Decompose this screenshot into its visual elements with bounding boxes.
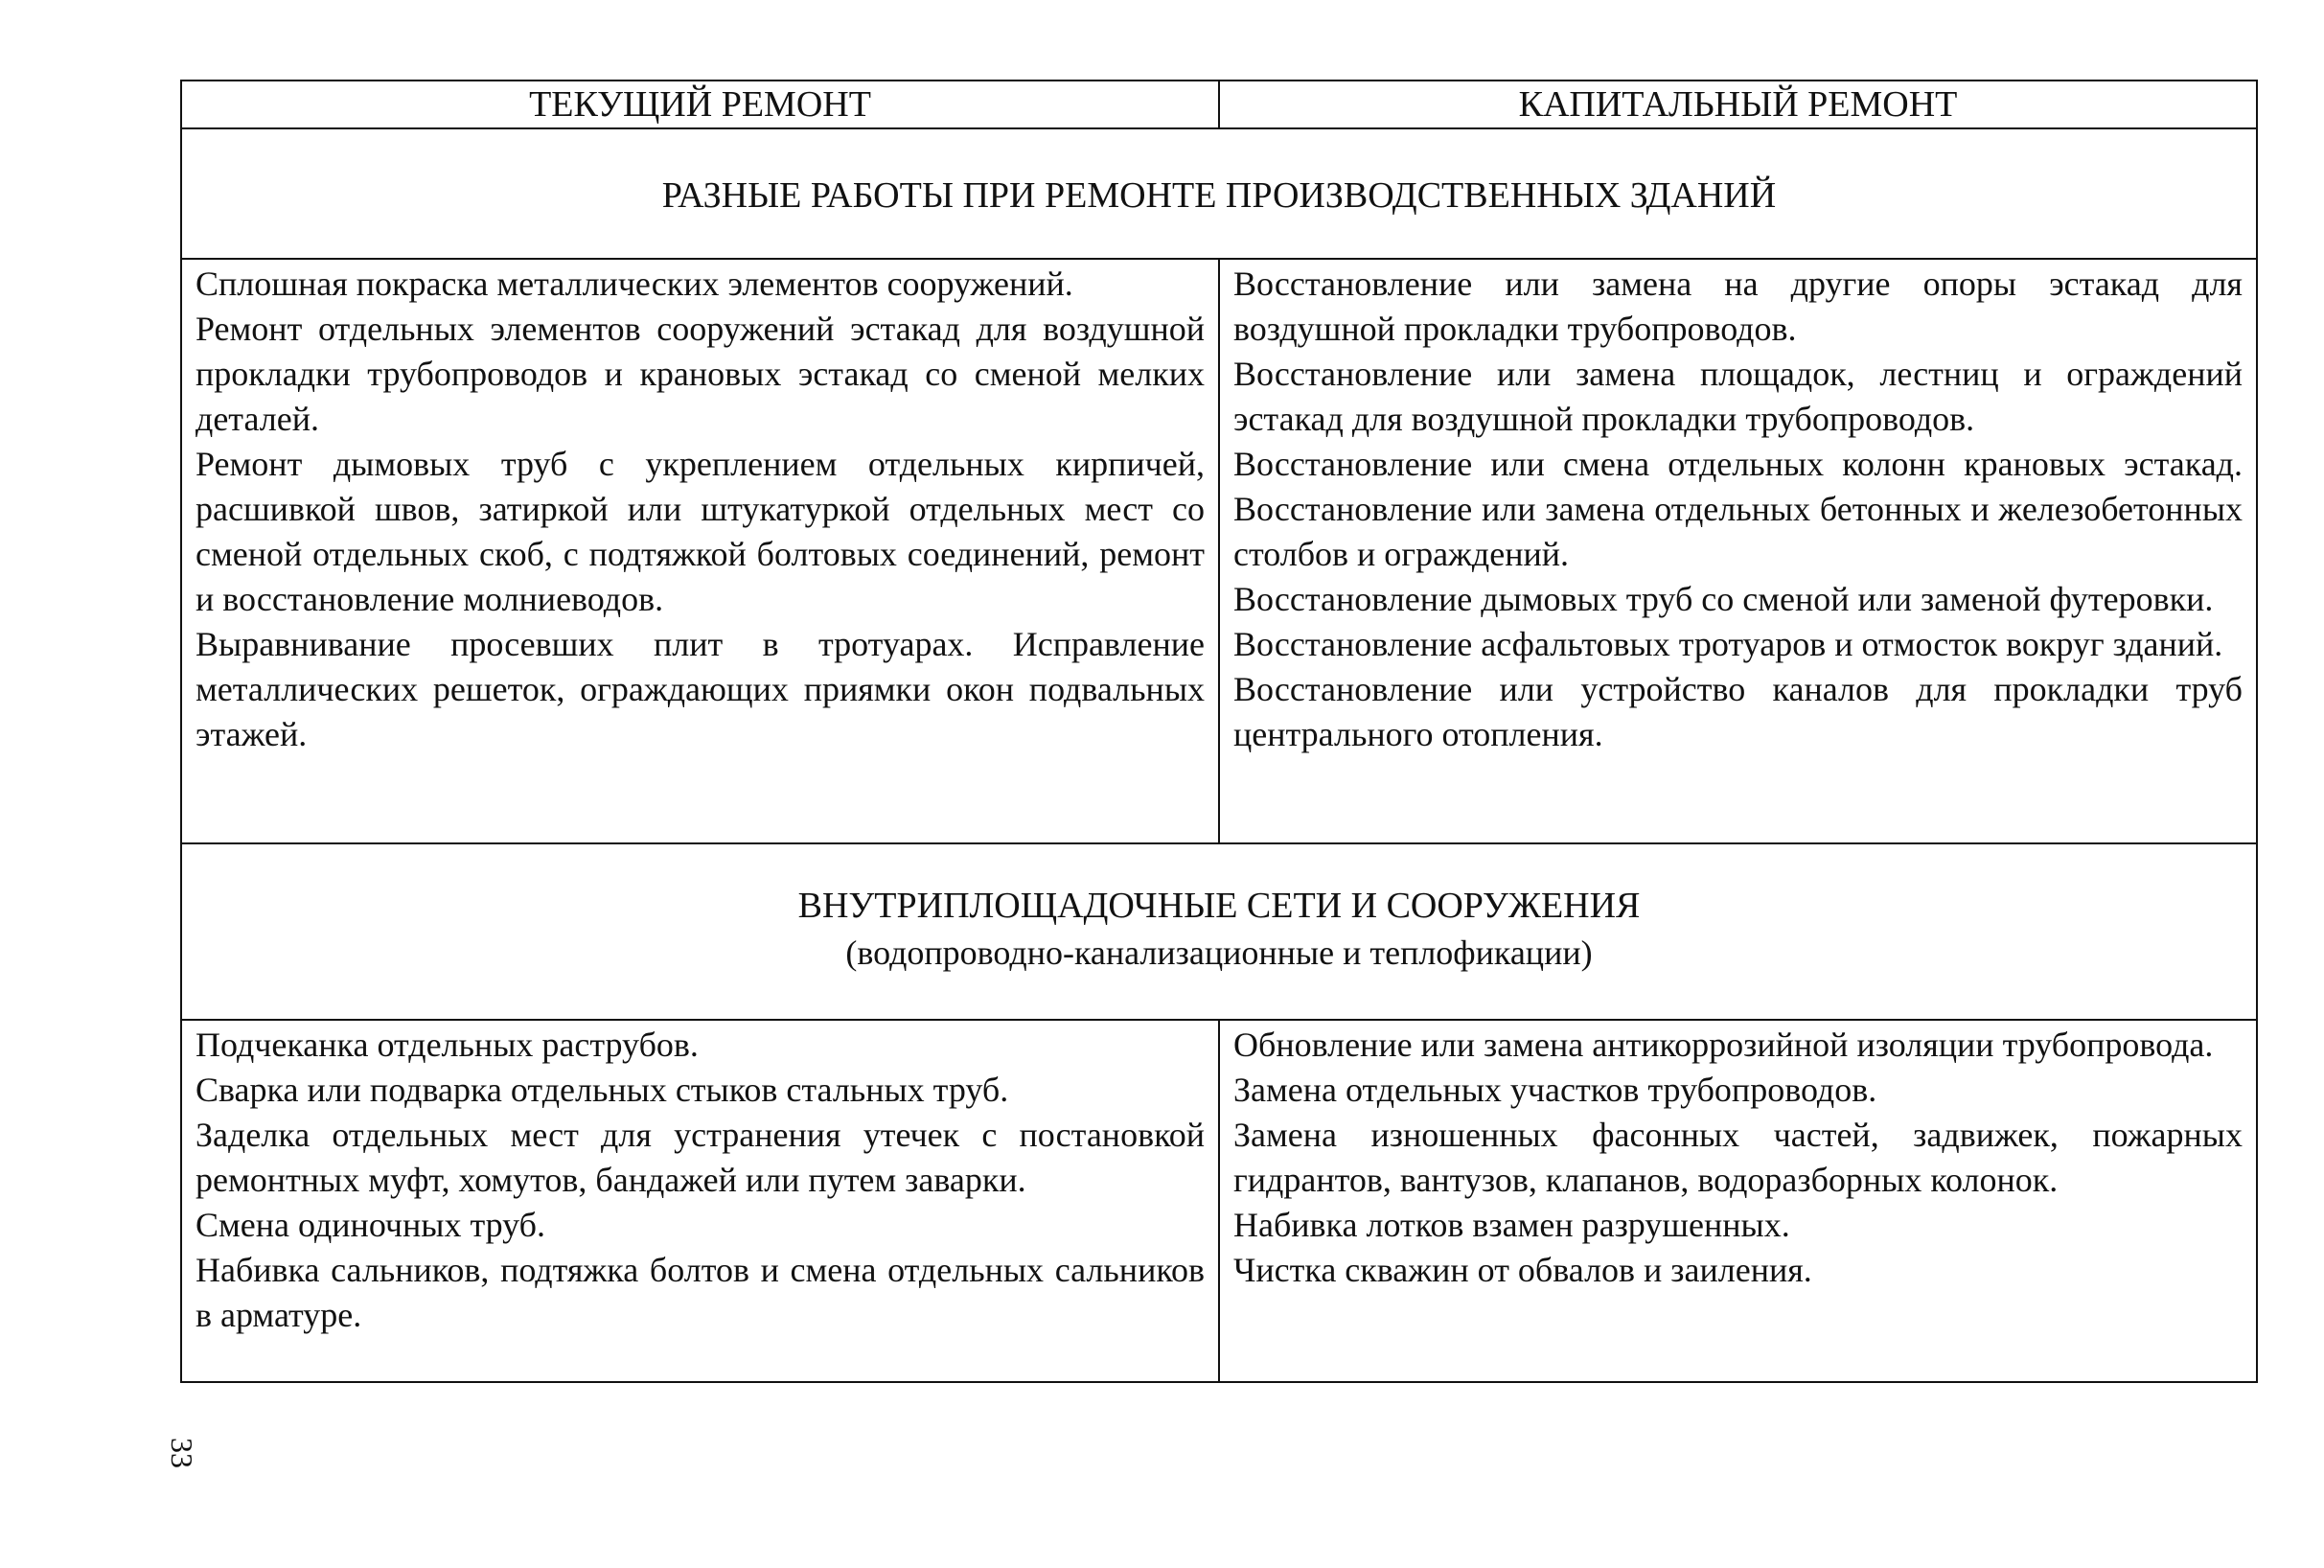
section-title-buildings (182, 129, 2256, 260)
page-number: 33 (165, 1438, 199, 1468)
section-title-text: РАЗНЫЕ РАБОТЫ ПРИ РЕМОНТЕ ПРОИЗВОДСТВЕННЫХ ЗДАНИЙ (661, 175, 1777, 216)
list-item: Ремонт дымовых труб с укреплением отдельных кирпичей, расшивкой швов, затиркой или штукатуркой отдельных мест со сменой отдельных скоб, с подтяжкой болтовых соединений, ремонт и восстановление молниеводов. (196, 445, 1205, 618)
list-item: Чистка скважин от обвалов и заиления. (1233, 1251, 1812, 1289)
list-item: Выравнивание просевших плит в тротуарах. Исправление металлических решеток, ограждающих приямки окон подвальных этажей. (196, 625, 1205, 753)
list-item: Восстановление или устройство каналов для прокладки труб центрального отопления. (1233, 670, 2243, 753)
repair-table (180, 80, 2258, 1383)
list-item: Ремонт отдельных элементов сооружений эстакад для воздушной прокладки трубопроводов и крановых эстакад со сменой мелких деталей. (196, 310, 1205, 438)
table-row-networks (182, 1021, 2256, 1381)
list-item: Набивка лотков взамен разрушенных. (1233, 1206, 1790, 1244)
cell-capital-networks (1220, 1021, 2256, 1381)
list-item: Замена изношенных фасонных частей, задвижек, пожарных гидрантов, вантузов, клапанов, водоразборных колонок. (1233, 1116, 2243, 1199)
list-item: Восстановление или замена площадок, лестниц и ограждений эстакад для воздушной прокладки трубопроводов. (1233, 355, 2243, 438)
list-item: Замена отдельных участков трубопроводов. (1233, 1071, 1877, 1109)
list-item: Восстановление дымовых труб со сменой или заменой футеровки. (1233, 580, 2214, 618)
section-title-text: ВНУТРИПЛОЩАДОЧНЫЕ СЕТИ И СООРУЖЕНИЯ (797, 886, 1641, 926)
header-current-repair: ТЕКУЩИЙ РЕМОНТ (182, 81, 1220, 127)
cell-current-networks (182, 1021, 1220, 1381)
section-title-networks (182, 844, 2256, 1021)
list-item: Восстановление асфальтовых тротуаров и отмосток вокруг зданий. (1233, 625, 2223, 663)
list-item: Набивка сальников, подтяжка болтов и смена отдельных сальников в арматуре. (196, 1251, 1205, 1334)
cell-capital-buildings (1220, 260, 2256, 842)
list-item: Сплошная покраска металлических элементов сооружений. (196, 265, 1073, 303)
list-item: Заделка отдельных мест для устранения утечек с постановкой ремонтных муфт, хомутов, бандажей или путем заварки. (196, 1116, 1205, 1199)
table-header-row (182, 81, 2256, 129)
list-item: Смена одиночных труб. (196, 1206, 545, 1244)
list-item: Восстановление или замена на другие опоры эстакад для воздушной прокладки трубопроводов. (1233, 265, 2243, 348)
list-item: Сварка или подварка отдельных стыков стальных труб. (196, 1071, 1009, 1109)
section-subtitle: (водопроводно-канализационные и теплофикации) (845, 934, 1593, 972)
table-row-buildings (182, 260, 2256, 844)
list-item: Обновление или замена антикоррозийной изоляции трубопровода. (1233, 1026, 2214, 1064)
list-item: Подчеканка отдельных раструбов. (196, 1026, 699, 1064)
header-capital-repair: КАПИТАЛЬНЫЙ РЕМОНТ (1518, 84, 1958, 125)
cell-current-buildings (182, 260, 1220, 842)
list-item: Восстановление или смена отдельных колонн крановых эстакад. Восстановление или замена отдельных бетонных и железобетонных столбов и ограждений. (1233, 445, 2243, 573)
